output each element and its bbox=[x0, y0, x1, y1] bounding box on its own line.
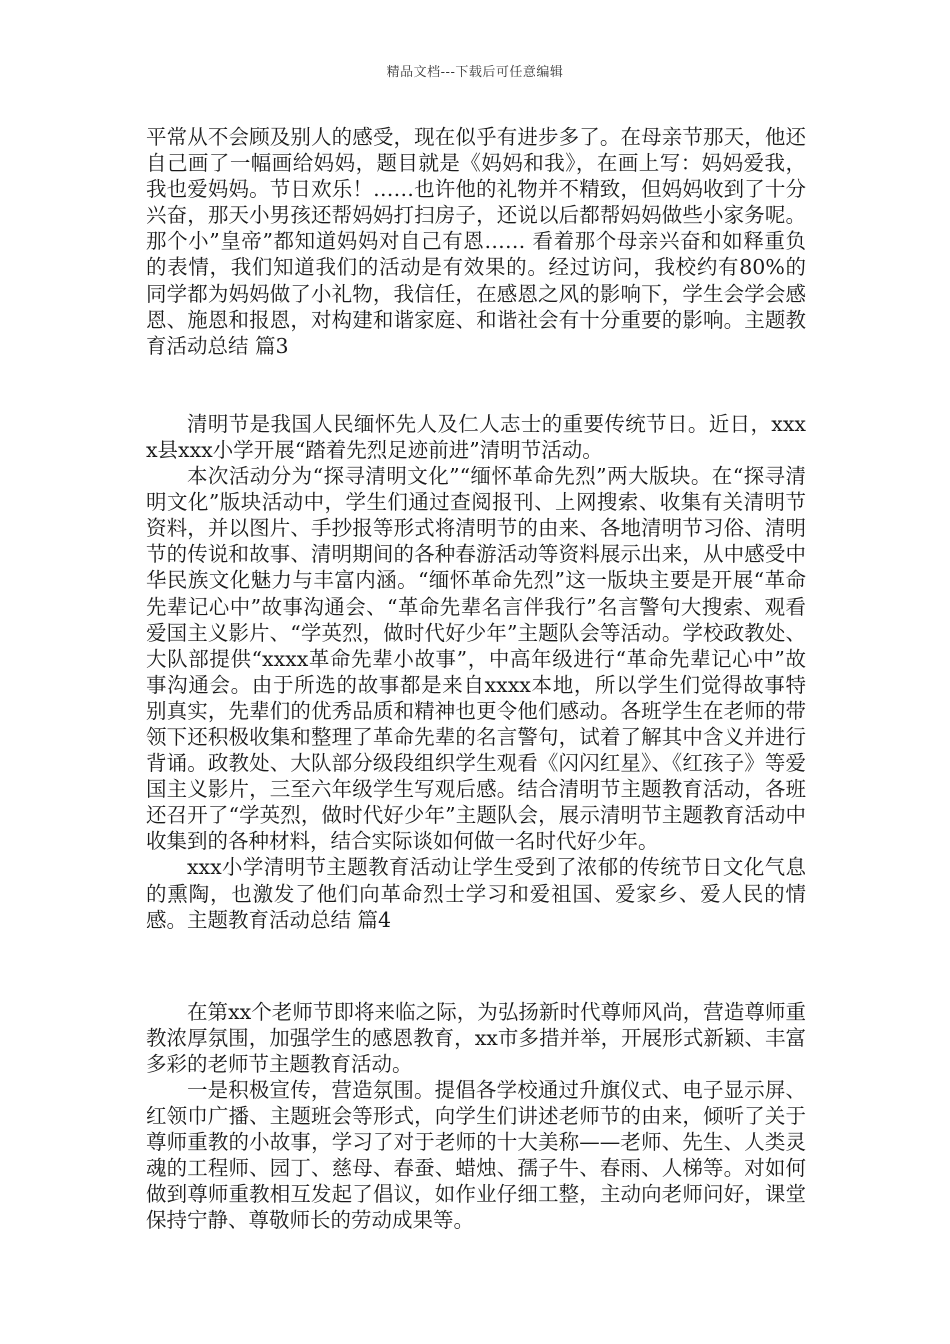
paragraph-continuation: 平常从不会顾及别人的感受，现在似乎有进步多了。在母亲节那天，他还自己画了一幅画给妈妈，题目就是《妈妈和我》，在画上写：妈妈爱我，我也爱妈妈。节日欢乐！……也许他的礼物并不精致，但妈妈收到了十分兴奋，那天小男孩还帮妈妈打扫房子，还说以后都帮妈妈做些小家务呢。那个小”皇帝”都知道妈妈对自己有恩…… 看着那个母亲兴奋和如释重负的表情，我们知道我们的活动是有效果的。经过访问，我校约有80%的同学都为妈妈做了小礼物，我信任，在感恩之风的影响下，学生会学会感恩、施恩和报恩，对构建和谐家庭、和谐社会有十分重要的影响。主题教育活动总结 篇3 bbox=[146, 125, 806, 358]
page-header: 精品文档---下载后可任意编辑 bbox=[386, 65, 564, 80]
document-body bbox=[146, 124, 806, 1234]
paragraph-qingming-intro: 清明节是我国人民缅怀先人及仁人志士的重要传统节日。近日，xxxx县xxx小学开展“踏着先烈足迹前进”清明节活动。 bbox=[146, 411, 806, 462]
paragraph-spacer bbox=[146, 359, 806, 411]
paragraph-qingming-activities: 本次活动分为“探寻清明文化”“缅怀革命先烈”两大版块。在“探寻清明文化”版块活动中，学生们通过查阅报刊、上网搜索、收集有关清明节资料，并以图片、手抄报等形式将清明节的由来、各地清明节习俗、清明节的传说和故事、清明期间的各种春游活动等资料展示出来，从中感受中华民族文化魅力与丰富内涵。“缅怀革命先烈”这一版块主要是开展“革命先辈记心中”故事沟通会、“革命先辈名言伴我行”名言警句大搜索、观看爱国主义影片、“学英烈，做时代好少年”主题队会等活动。学校政教处、大队部提供“xxxx革命先辈小故事”，中高年级进行“革命先辈记心中”故事沟通会。由于所选的故事都是来自xxxx本地，所以学生们觉得故事特别真实，先辈们的优秀品质和精神也更令他们感动。各班学生在老师的带领下还积极收集和整理了革命先辈的名言警句，试着了解其中含义并进行背诵。政教处、大队部分级段组织学生观看《闪闪红星》、《红孩子》等爱国主义影片，三至六年级学生写观后感。结合清明节主题教育活动，各班还召开了“学英烈，做时代好少年”主题队会，展示清明节主题教育活动中收集到的各种材料，结合实际谈如何做一名时代好少年。 bbox=[146, 464, 806, 854]
paragraph-qingming-summary: xxx小学清明节主题教育活动让学生受到了浓郁的传统节日文化气息的熏陶，也激发了他们向革命烈士学习和爱祖国、爱家乡、爱人民的情感。主题教育活动总结 篇4 bbox=[146, 855, 806, 932]
paragraph-spacer bbox=[146, 933, 806, 999]
paragraph-teachers-day-promotion: 一是积极宣传，营造氛围。提倡各学校通过升旗仪式、电子显示屏、红领巾广播、主题班会等形式，向学生们讲述老师节的由来，倾听了关于尊师重教的小故事，学习了对于老师的十大美称——老师、先生、人类灵魂的工程师、园丁、慈母、春蚕、蜡烛、孺子牛、春雨、人梯等。对如何做到尊师重教相互发起了倡议，如作业仔细工整，主动向老师问好，课堂保持宁静、尊敬师长的劳动成果等。 bbox=[146, 1078, 806, 1233]
paragraph-teachers-day-intro: 在第xx个老师节即将来临之际，为弘扬新时代尊师风尚，营造尊师重教浓厚氛围，加强学生的感恩教育，xx市多措并举，开展形式新颖、丰富多彩的老师节主题教育活动。 bbox=[146, 999, 806, 1076]
